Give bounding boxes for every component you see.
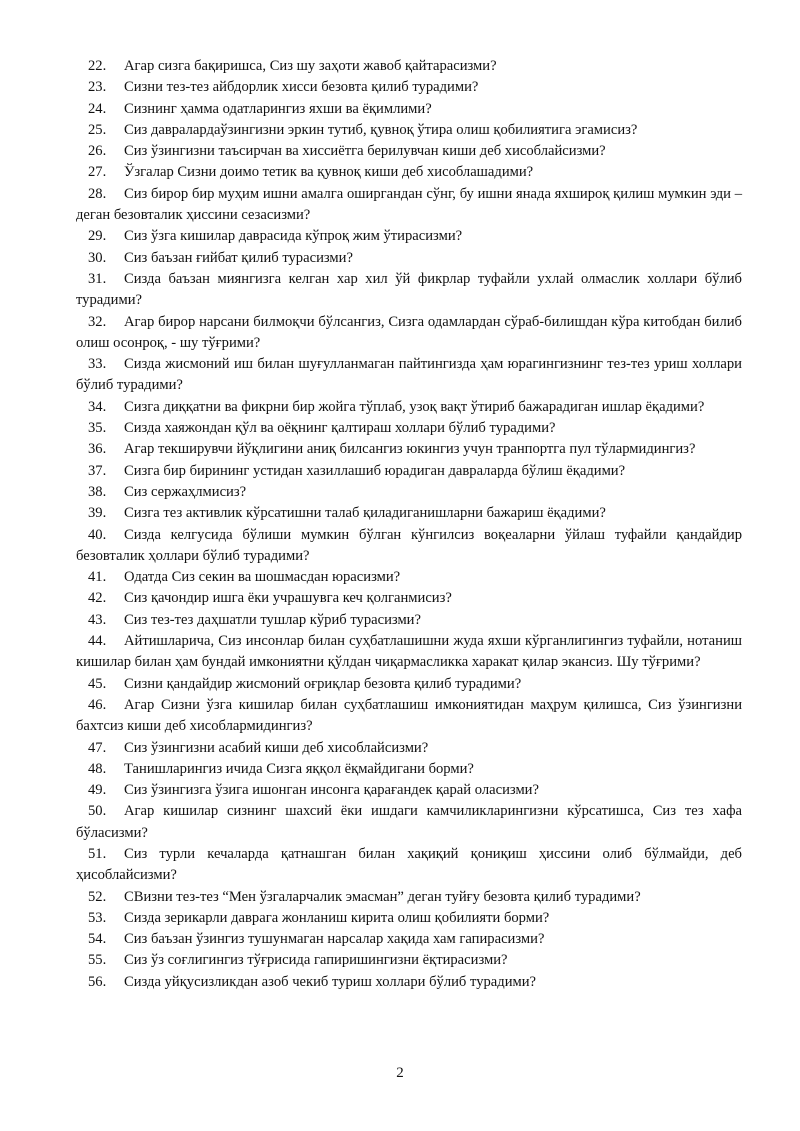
question-text: Агар текширувчи йўқлигини аниқ билсангиз юкингиз учун транпортга пул тўлармидингиз? bbox=[124, 441, 696, 458]
question-text: Агар сизга бақиришса, Сиз шу заҳоти жавоб қайтарасизми? bbox=[124, 58, 497, 74]
question-text: Одатда Сиз секин ва шошмасдан юрасизми? bbox=[124, 569, 401, 586]
question-number: 27. bbox=[88, 164, 107, 181]
question-item bbox=[76, 674, 742, 695]
question-item bbox=[76, 695, 742, 738]
question-text: Сизда келгусида бўлиши мумкин бўлган кўнгилсиз воқеаларни ўйлаш туфайли қандайдир безовталик ҳоллари бўлиб турадими? bbox=[76, 526, 742, 564]
questionnaire-page bbox=[76, 56, 742, 993]
question-text: Сизга бир бирининг устидан хазиллашиб юрадиган давраларда бўлиш ёқадими? bbox=[124, 462, 626, 479]
question-number: 49. bbox=[88, 782, 107, 799]
question-number: 47. bbox=[88, 739, 107, 756]
question-text: Сиз ўзингизни таъсирчан ва хиссиётга берилувчан киши деб хисоблайсизми? bbox=[124, 143, 606, 160]
question-number: 33. bbox=[88, 356, 107, 373]
question-number: 54. bbox=[88, 931, 107, 948]
question-text: Айтишларича, Сиз инсонлар билан суҳбатлашишни жуда яхши кўрганлигингиз туфайли, нотаниш кишилар билан ҳам бундай имкониятни қўлдан чиқармасликка харакат қилар экансиз. Шу тўғрими? bbox=[76, 633, 742, 671]
question-text: Сиз баъзан ғийбат қилиб турасизми? bbox=[124, 249, 353, 266]
question-number: 55. bbox=[88, 952, 107, 969]
question-text: Сиз тез-тез даҳшатли тушлар кўриб турасизми? bbox=[124, 611, 421, 628]
question-item bbox=[76, 184, 742, 227]
question-number: 35. bbox=[88, 420, 107, 437]
question-number: 23. bbox=[88, 79, 107, 96]
question-number: 38. bbox=[88, 483, 107, 500]
question-number: 51. bbox=[88, 845, 107, 862]
question-number: 25. bbox=[88, 121, 107, 138]
question-item bbox=[76, 844, 742, 887]
question-text: Сиз ўзингизга ўзига ишонган инсонга қарағандек қарай оласизми? bbox=[124, 782, 539, 799]
question-text: Сизда жисмоний иш билан шуғулланмаган пайтингизда ҳам юрагингизнинг тез-тез уриш холлари бўлиб турадими? bbox=[76, 356, 742, 394]
page-number: 2 bbox=[396, 1065, 404, 1081]
question-number: 42. bbox=[88, 590, 107, 607]
question-item bbox=[76, 588, 742, 609]
question-item bbox=[76, 226, 742, 247]
question-item bbox=[76, 141, 742, 162]
question-item bbox=[76, 610, 742, 631]
question-item bbox=[76, 397, 742, 418]
question-item bbox=[76, 461, 742, 482]
question-text: Сиз бирор бир муҳим ишни амалга оширгандан сўнг, бу ишни янада яхшироқ қилиш мумкин эди – деган безовталик ҳиссини сезасизми? bbox=[76, 185, 742, 224]
question-text: Агар бирор нарсани билмоқчи бўлсангиз, Сизга одамлардан сўраб-билишдан кўра китобдан билиб олиш осонроқ, - шу тўғрими? bbox=[76, 313, 742, 351]
question-number: 40. bbox=[88, 526, 107, 543]
question-item bbox=[76, 759, 742, 780]
question-text: Сизни тез-тез айбдорлик хисси безовта қилиб турадими? bbox=[124, 79, 479, 96]
question-text: Агар кишилар сизнинг шахсий ёки ишдаги камчиликларингизни кўрсатишса, Сиз тез хафа бўласизми? bbox=[76, 803, 742, 841]
question-number: 37. bbox=[88, 462, 107, 479]
question-number: 26. bbox=[88, 143, 107, 160]
question-item bbox=[76, 120, 742, 141]
question-text: Сизни қандайдир жисмоний оғриқлар безовта қилиб турадими? bbox=[124, 675, 522, 692]
question-item bbox=[76, 56, 742, 77]
question-item bbox=[76, 950, 742, 971]
question-item bbox=[76, 312, 742, 355]
question-text: Сизга диққатни ва фикрни бир жойга тўплаб, узоқ вақт ўтириб бажарадиган ишлар ёқадими? bbox=[124, 398, 705, 415]
question-text: Сиз қачондир ишга ёки учрашувга кеч қолганмисиз? bbox=[124, 590, 452, 607]
question-number: 24. bbox=[88, 100, 107, 117]
question-item bbox=[76, 418, 742, 439]
question-item bbox=[76, 503, 742, 524]
question-item bbox=[76, 439, 742, 460]
question-number: 48. bbox=[88, 760, 107, 777]
question-text: Сизда уйқусизликдан азоб чекиб туриш холлари бўлиб турадими? bbox=[124, 973, 537, 990]
question-text: Танишларингиз ичида Сизга яққол ёқмайдигани борми? bbox=[124, 760, 474, 777]
question-item bbox=[76, 354, 742, 397]
question-text: Сизда баъзан миянгизга келган хар хил ўй фикрлар туфайли ухлай олмаслик холлари бўлиб турадими? bbox=[76, 270, 742, 309]
question-number: 52. bbox=[88, 888, 107, 905]
question-item bbox=[76, 99, 742, 120]
question-number: 29. bbox=[88, 228, 107, 245]
question-item bbox=[76, 77, 742, 98]
question-number: 46. bbox=[88, 696, 107, 713]
question-number: 56. bbox=[88, 973, 107, 990]
question-number: 34. bbox=[88, 398, 107, 415]
question-number: 50. bbox=[88, 803, 107, 820]
question-text: Сизда зерикарли даврага жонланиш кирита олиш қобилияти борми? bbox=[124, 909, 550, 926]
question-text: Сизда хаяжондан қўл ва оёқнинг қалтираш холлари бўлиб турадими? bbox=[124, 420, 556, 437]
question-item bbox=[76, 887, 742, 908]
question-number: 32. bbox=[88, 313, 107, 330]
question-number: 44. bbox=[88, 633, 107, 650]
question-item bbox=[76, 780, 742, 801]
question-text: СВизни тез-тез “Мен ўзгаларчалик эмасман” деган туйғу безовта қилиб турадими? bbox=[124, 888, 641, 905]
question-item bbox=[76, 269, 742, 312]
question-text: Сиз сержаҳлмисиз? bbox=[124, 483, 247, 500]
question-text: Сиз давралардаўзингизни эркин тутиб, қувноқ ўтира олиш қобилиятига эгамисиз? bbox=[124, 121, 638, 138]
question-item bbox=[76, 482, 742, 503]
question-text: Сизнинг ҳамма одатларингиз яхши ва ёқимлими? bbox=[124, 100, 432, 117]
question-number: 41. bbox=[88, 569, 107, 586]
question-number: 22. bbox=[88, 58, 107, 74]
question-item bbox=[76, 908, 742, 929]
question-text: Сиз ўзингизни асабий киши деб хисоблайсизми? bbox=[124, 739, 429, 756]
question-item bbox=[76, 972, 742, 993]
question-text: Сиз баъзан ўзингиз тушунмаган нарсалар хақида хам гапирасизми? bbox=[124, 931, 545, 948]
question-text: Сиз ўз соғлигингиз тўғрисида гапиришингизни ёқтирасизми? bbox=[124, 952, 508, 969]
question-item bbox=[76, 801, 742, 844]
question-number: 28. bbox=[88, 185, 107, 202]
question-item bbox=[76, 162, 742, 183]
question-item bbox=[76, 567, 742, 588]
question-number: 53. bbox=[88, 909, 107, 926]
question-list bbox=[76, 56, 742, 993]
question-text: Сизга тез активлик кўрсатишни талаб қиладиганишларни бажариш ёқадими? bbox=[124, 505, 606, 522]
question-item bbox=[76, 631, 742, 674]
question-text: Сиз турли кечаларда қатнашган билан хақиқий қониқиш ҳиссини олиб бўлмайди, деб ҳисоблайсизми? bbox=[76, 845, 742, 884]
question-item bbox=[76, 248, 742, 269]
question-item bbox=[76, 929, 742, 950]
question-number: 31. bbox=[88, 270, 107, 287]
question-text: Сиз ўзга кишилар даврасида кўпроқ жим ўтирасизми? bbox=[124, 228, 463, 245]
question-number: 30. bbox=[88, 249, 107, 266]
question-number: 39. bbox=[88, 505, 107, 522]
question-number: 45. bbox=[88, 675, 107, 692]
question-number: 43. bbox=[88, 611, 107, 628]
question-item bbox=[76, 525, 742, 568]
question-text: Агар Сизни ўзга кишилар билан суҳбатлашиш имкониятидан маҳрум қилишса, Сиз ўзингизни бахтсиз киши деб хисоблармидингиз? bbox=[76, 696, 742, 735]
question-number: 36. bbox=[88, 441, 107, 458]
question-item bbox=[76, 738, 742, 759]
question-text: Ўзгалар Сизни доимо тетик ва қувноқ киши деб хисоблашадими? bbox=[124, 164, 534, 181]
